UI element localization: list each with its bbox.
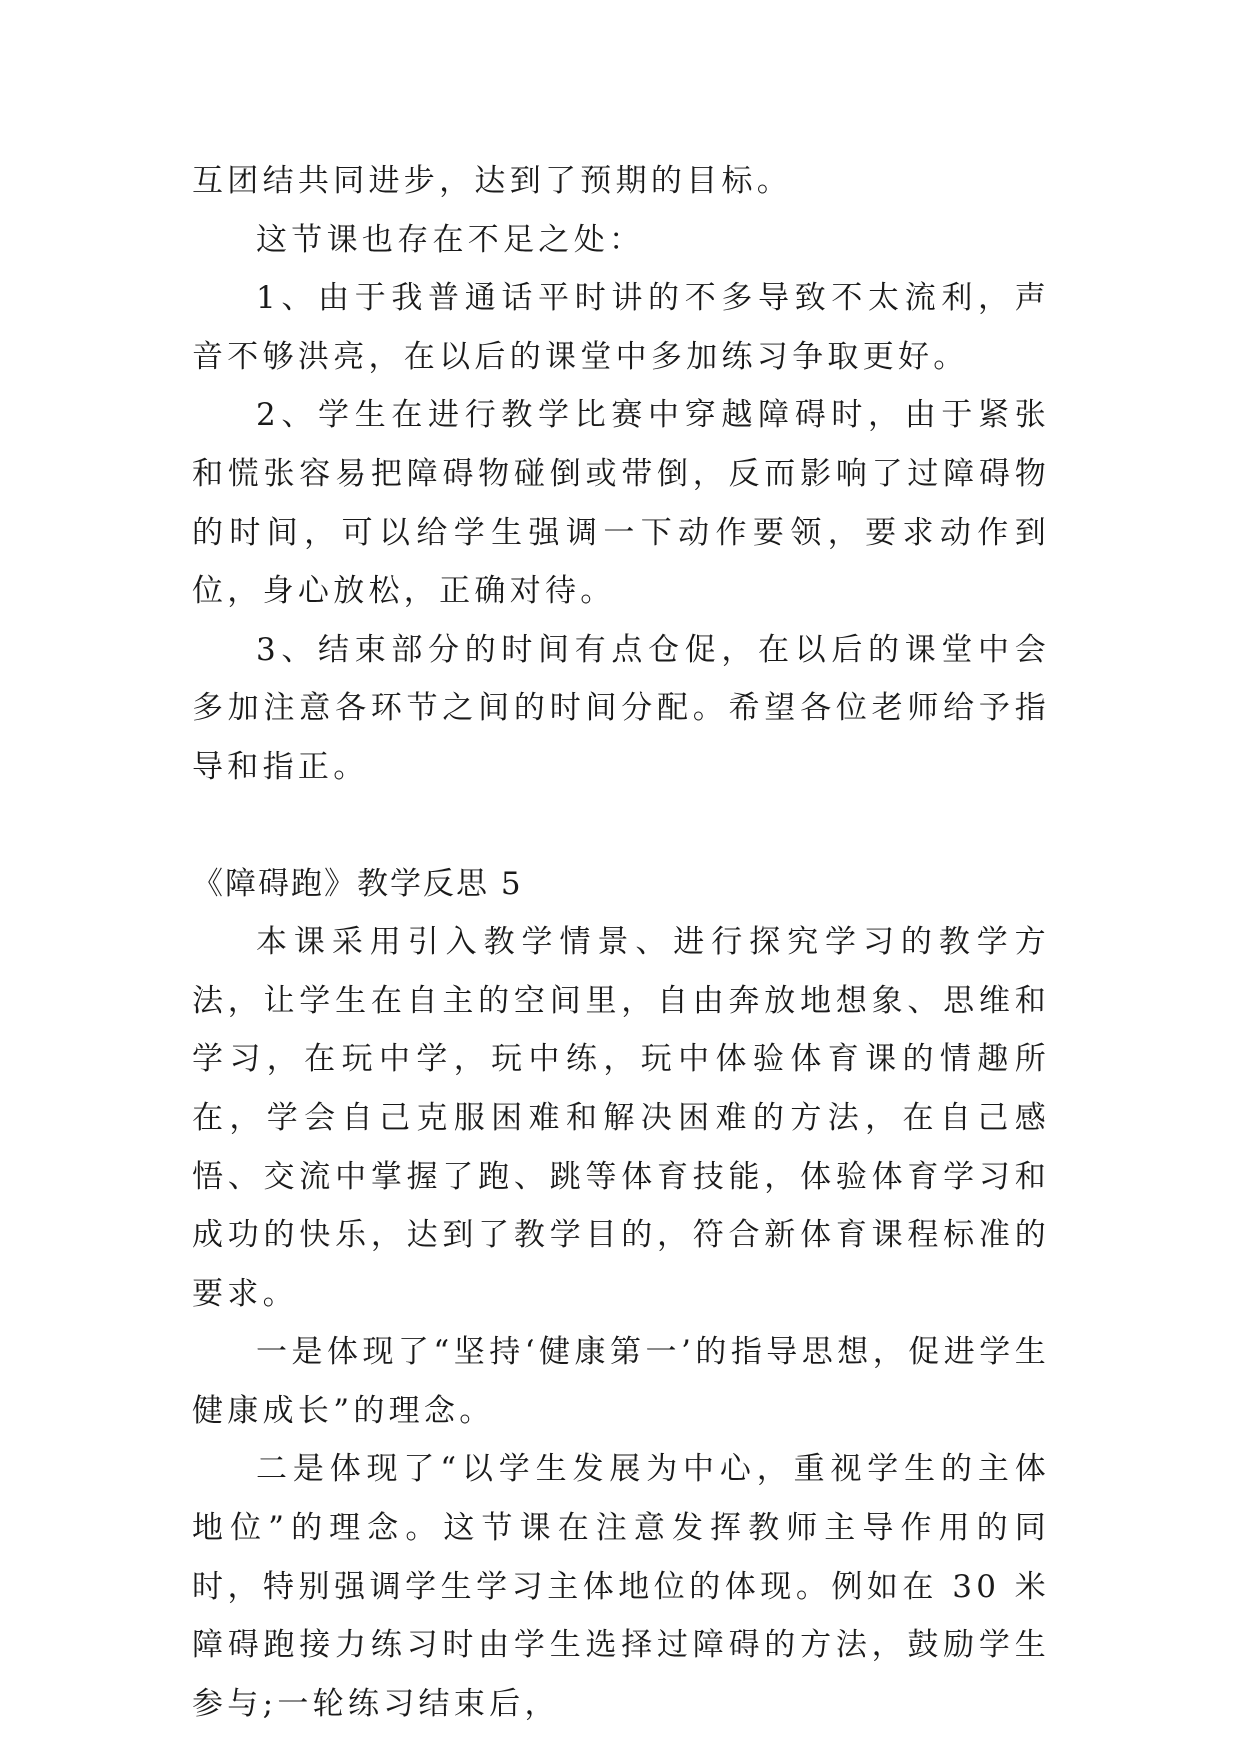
section-paragraph-point-1: 一是体现了“坚持‘健康第一’的指导思想，促进学生健康成长”的理念。 [192,1334,1050,1429]
paragraph-shortcoming-3: 3、结束部分的时间有点仓促，在以后的课堂中会多加注意各环节之间的时间分配。希望各位老师给予指导和指正。 [192,631,1050,785]
section-paragraph-intro: 本课采用引入教学情景、进行探究学习的教学方法，让学生在自主的空间里，自由奔放地想象、思维和学习，在玩中学，玩中练，玩中体验体育课的情趣所在，学会自己克服困难和解决困难的方法，在自己感悟、交流中掌握了跑、跳等体育技能，体验体育学习和成功的快乐，达到了教学目的，符合新体育课程标准的要求。 [192,924,1050,1312]
paragraph-shortcomings-intro: 这节课也存在不足之处： [256,221,645,258]
paragraph-shortcoming-2: 2、学生在进行教学比赛中穿越障碍时，由于紧张和慌张容易把障碍物碰倒或带倒，反而影响了过障碍物的时间，可以给学生强调一下动作要领，要求动作到位，身心放松，正确对待。 [192,397,1050,610]
paragraph-shortcoming-1: 1、由于我普通话平时讲的不多导致不太流利，声音不够洪亮，在以后的课堂中多加练习争取更好。 [192,280,1050,375]
section-paragraph-point-2: 二是体现了“以学生发展为中心，重视学生的主体地位”的理念。这节课在注意发挥教师主导作用的同时，特别强调学生学习主体地位的体现。例如在 30 米障碍跑接力练习时由学生选择过障碍的方法，鼓励学生参与;一轮练习结束后， [192,1451,1050,1722]
paragraph-continuation: 互团结共同进步，达到了预期的目标。 [192,163,793,199]
document-body [192,152,1050,1733]
section-title: 《障碍跑》教学反思 5 [192,865,523,902]
